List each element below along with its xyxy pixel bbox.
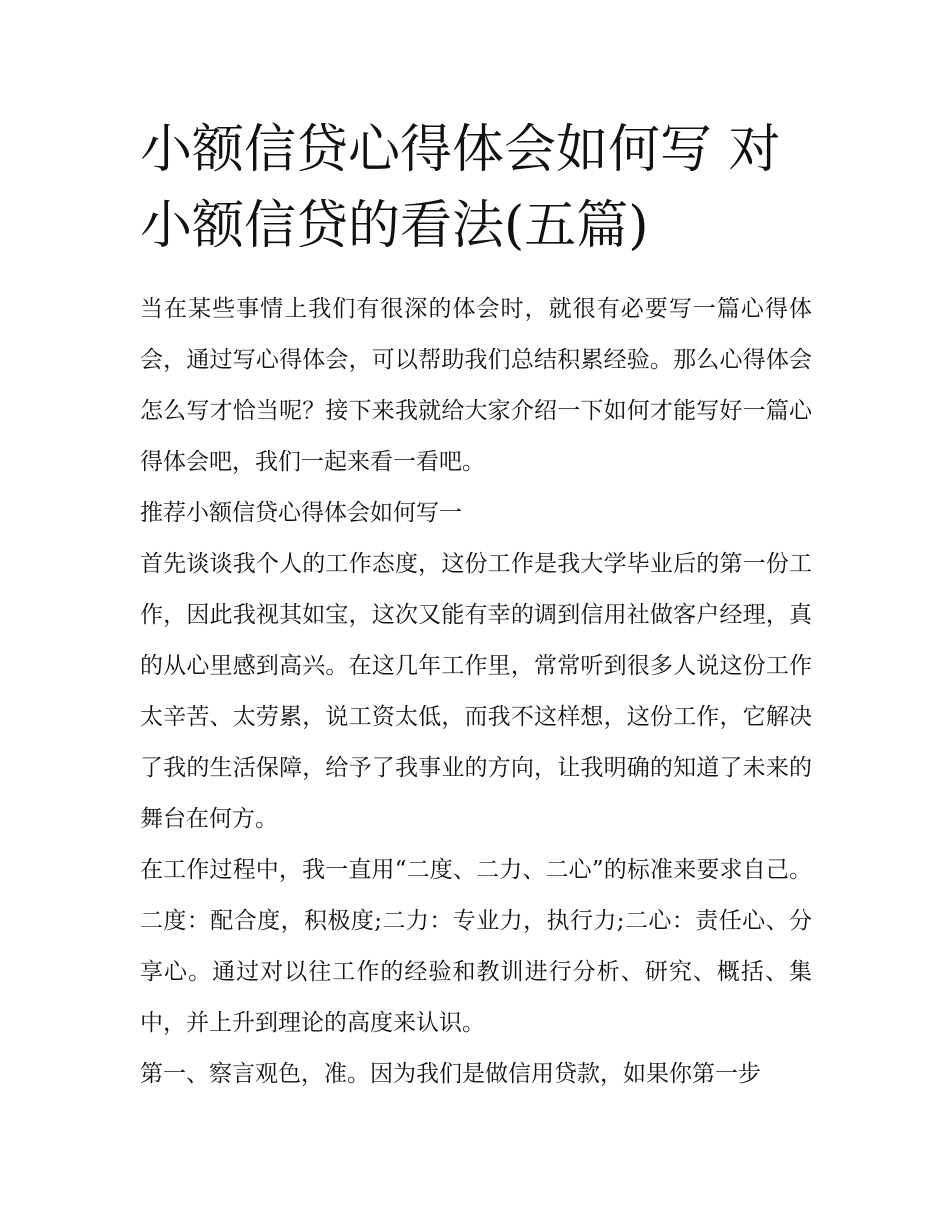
- body-paragraph: 在工作过程中，我一直用“二度、二力、二心”的标准来要求自己。二度：配合度，积极度;二力：专业力，执行力;二心：责任心、分享心。通过对以往工作的经验和教训进行分析、研究、概括、集中，并上升到理论的高度来认识。: [140, 857, 812, 1036]
- body-paragraph: 第一、察言观色，准。因为我们是做信用贷款，如果你第一步: [140, 1061, 761, 1087]
- document-page: [140, 112, 812, 1100]
- section-heading: 推荐小额信贷心得体会如何写一: [140, 500, 462, 526]
- body-paragraph: 首先谈谈我个人的工作态度，这份工作是我大学毕业后的第一份工作，因此我视其如宝，这次又能有幸的调到信用社做客户经理，真的从心里感到高兴。在这几年工作里，常常听到很多人说这份工作太辛苦、太劳累，说工资太低，而我不这样想，这份工作，它解决了我的生活保障，给予了我事业的方向，让我明确的知道了未来的舞台在何方。: [140, 551, 812, 832]
- intro-paragraph: 当在某些事情上我们有很深的体会时，就很有必要写一篇心得体会，通过写心得体会，可以帮助我们总结积累经验。那么心得体会怎么写才恰当呢？接下来我就给大家介绍一下如何才能写好一篇心得体会吧，我们一起来看一看吧。: [140, 296, 812, 475]
- document-title: 小额信贷心得体会如何写 对小额信贷的看法(五篇): [140, 120, 781, 256]
